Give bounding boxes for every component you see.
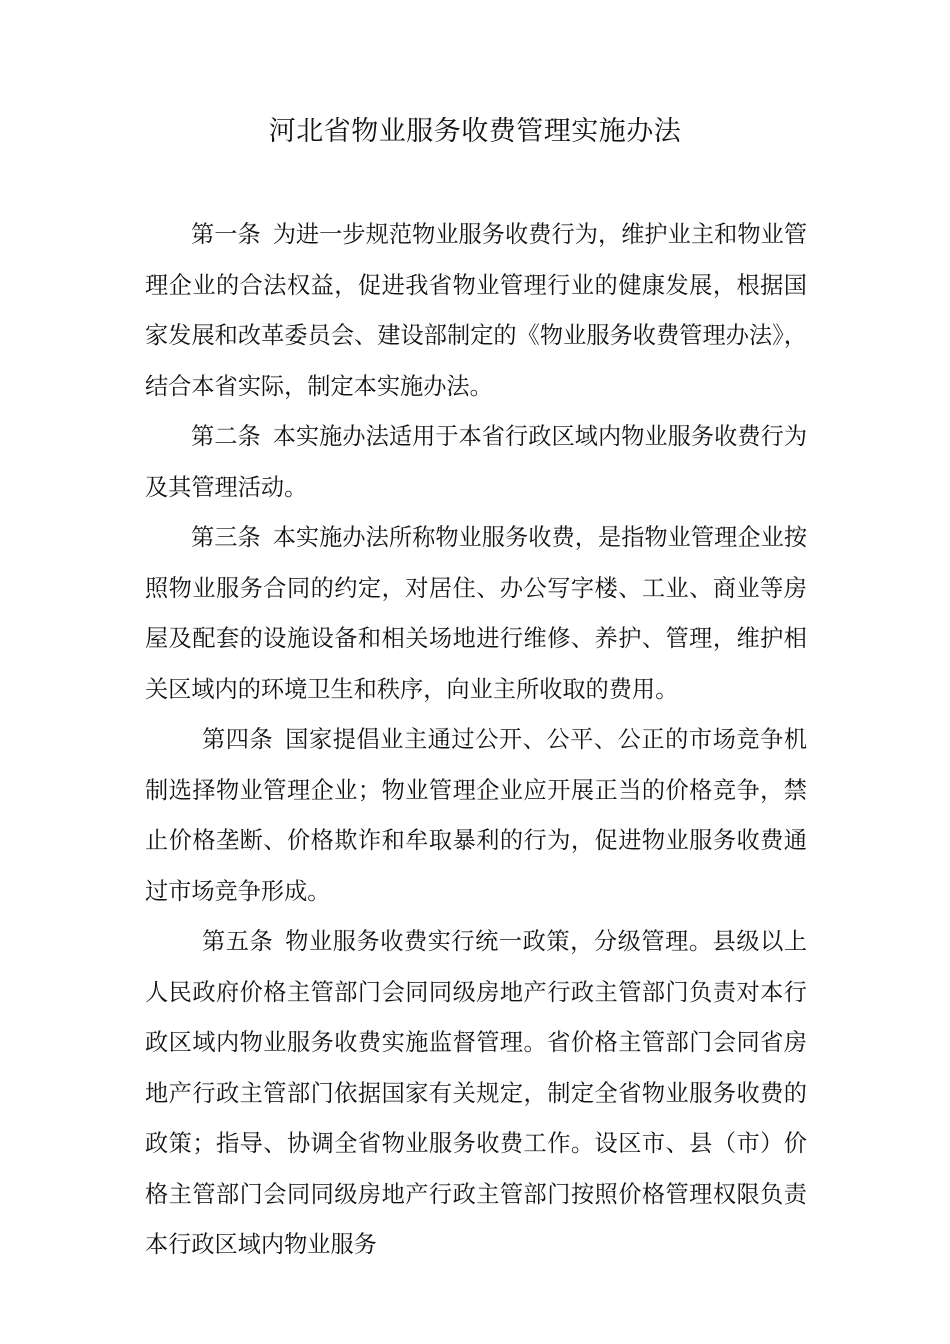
- article-text: 本实施办法适用于本省行政区域内物业服务收费行为及其管理活动。: [145, 423, 808, 501]
- article-4: [145, 715, 807, 917]
- article-text: 国家提倡业主通过公开、公平、公正的市场竞争机制选择物业管理企业；物业管理企业应开展正当的价格竞争，禁止价格垄断、价格欺诈和牟取暴利的行为，促进物业服务收费通过市场竞争形成。: [145, 726, 808, 905]
- article-text: 本实施办法所称物业服务收费，是指物业管理企业按照物业服务合同的约定，对居住、办公写字楼、工业、商业等房屋及配套的设施设备和相关场地进行维修、养护、管理，维护相关区域内的环境卫生和秩序，向业主所收取的费用。: [145, 524, 808, 703]
- article-5: [145, 917, 807, 1271]
- article-number: 第五条: [202, 928, 274, 955]
- article-number: 第二条: [191, 423, 261, 450]
- article-text: 物业服务收费实行统一政策，分级管理。县级以上人民政府价格主管部门会同同级房地产行政主管部门负责对本行政区域内物业服务收费实施监督管理。省价格主管部门会同省房地产行政主管部门依据国家有关规定，制定全省物业服务收费的政策；指导、协调全省物业服务收费工作。设区市、县（市）价格主管部门会同同级房地产行政主管部门按照价格管理权限负责本行政区域内物业服务: [145, 928, 808, 1258]
- document-body: [145, 210, 807, 1271]
- document-title: 河北省物业服务收费管理实施办法: [268, 116, 682, 147]
- article-3: [145, 513, 807, 715]
- article-1: [145, 210, 807, 412]
- article-number: 第一条: [191, 221, 261, 248]
- article-text: 为进一步规范物业服务收费行为，维护业主和物业管理企业的合法权益，促进我省物业管理行业的健康发展，根据国家发展和改革委员会、建设部制定的《物业服务收费管理办法》，结合本省实际，制定本实施办法。: [145, 221, 808, 400]
- article-2: [145, 412, 807, 513]
- article-number: 第三条: [191, 524, 261, 551]
- article-number: 第四条: [202, 726, 274, 753]
